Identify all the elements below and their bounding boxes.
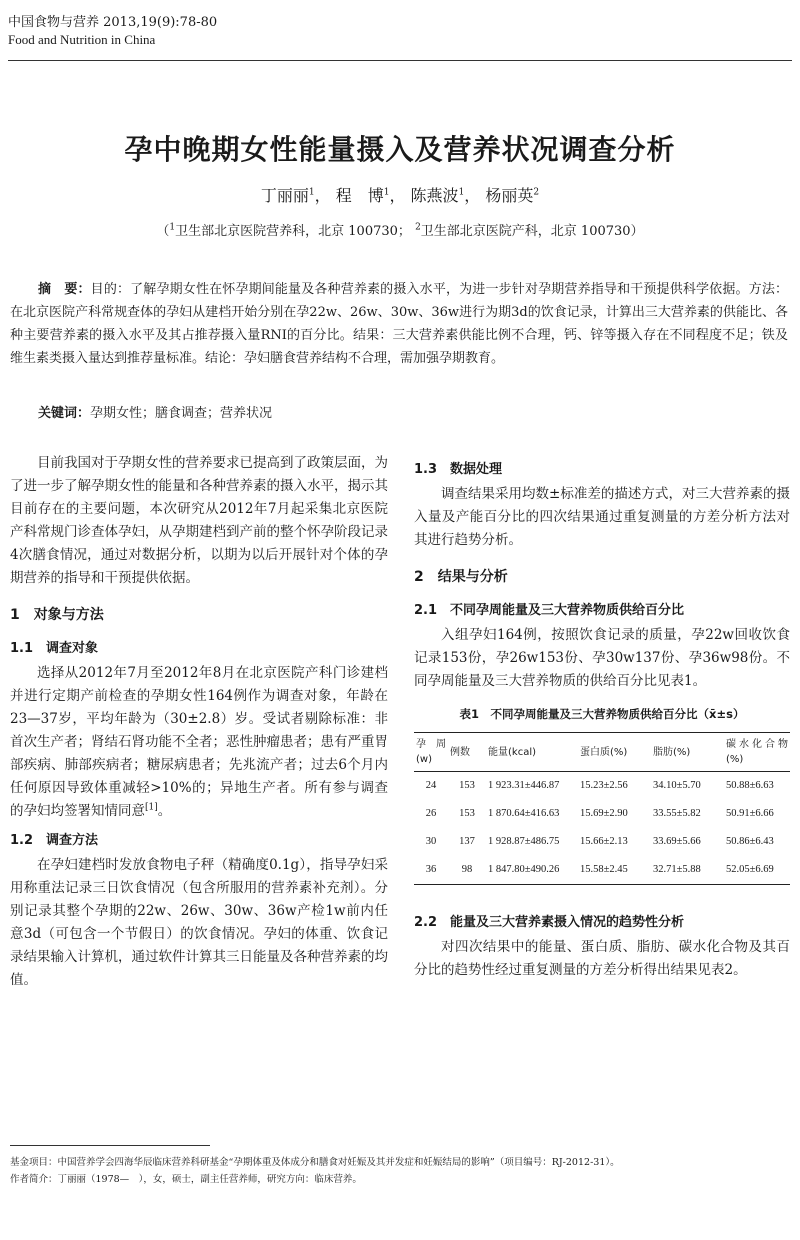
table-cell: 1 870.64±416.63 [488, 808, 560, 819]
funding-note: 基金项目：中国营养学会四海华辰临床营养科研基金“孕期体重及体成分和膳食对妊娠及其并发症和妊娠结局的影响”（项目编号：RJ-2012-31）。 [10, 1157, 620, 1168]
table-cell: 32.71±5.88 [653, 864, 701, 875]
abstract [10, 278, 788, 370]
table-cell: 1 923.31±446.87 [488, 780, 560, 791]
intro-paragraph: 目前我国对于孕期女性的营养要求已提高到了政策层面，为了进一步了解孕期女性的能量和各种营养素的摄入水平，揭示其目前存在的主要问题，本次研究从2012年7月起采集北京医院产科常规门诊查体孕妇，从孕期建档到产前的整个怀孕阶段记录4次膳食情况，通过对数据分析，以期为以后开展针对个体的孕期营养的指导和干预提供依据。 [10, 455, 388, 586]
table-cell: 153 [459, 780, 475, 791]
footnotes [10, 1154, 790, 1188]
author-affiliation-mark: 1 [308, 187, 315, 198]
abstract-text: 目的：了解孕期女性在怀孕期间能量及各种营养素的摄入水平，为进一步针对孕期营养指导和干预提供科学依据。方法：在北京医院产科常规查体的孕妇从建档开始分别在孕22w、26w、30w、36w进行为期3d的饮食记录，计算出三大营养素的供能比、各种主要营养素的摄入水平及其占推荐摄入量RNI的百分比。结果：三大营养素供能比例不合理，钙、锌等摄入存在不同程度不足；铁及维生素类摄入量达到推荐量标准。结论：孕妇膳食营养结构不合理，需加强孕期教育。 [10, 282, 788, 366]
author-affiliation-mark: 2 [533, 187, 540, 198]
paragraph-text: 选择从2012年7月至2012年8月在北京医院产科门诊建档并进行定期产前检查的孕期女性164例作为调查对象，年龄在23—37岁，平均年龄为（30±2.8）岁。受试者剔除标准：非首次生产者；肾结石肾功能不全者；恶性肿瘤患者；患有严重胃部疾病、肺部疾病者；糖尿病患者；先兆流产者；过去6个月内任何原因导致体重减轻>10%的；异地生产者。所有参与调查的孕妇均签署知情同意 [10, 665, 388, 819]
table-header: 蛋白质(%) [580, 746, 628, 758]
paper-title: 孕中晚期女性能量摄入及营养状况调查分析 [124, 133, 676, 166]
table-cell: 15.23±2.56 [580, 780, 628, 791]
affiliations: （$^1$卫生部北京医院营养科，北京 100730； $^2$卫生部北京医院产科，北京 100730） [156, 222, 644, 239]
table-row [414, 828, 790, 856]
table-cell: 34.10±5.70 [653, 780, 701, 791]
table-cell: 52.05±6.69 [726, 864, 774, 875]
header-rule [8, 60, 792, 61]
body-paragraph: 对四次结果中的能量、蛋白质、脂肪、碳水化合物及其百分比的趋势性经过重复测量的方差分析得出结果见表2。 [414, 939, 790, 978]
journal-name-cn: 中国食物与营养 2013,19(9):78-80 [8, 15, 218, 30]
section-heading: 2 结果与分析 [414, 569, 508, 585]
table-header: 能量(kcal) [488, 746, 536, 758]
table-header: 例数 [450, 746, 470, 758]
author-name: 杨丽英 [485, 186, 534, 205]
table-cell: 15.69±2.90 [580, 808, 628, 819]
subsection-heading: 1.2 调查方法 [10, 833, 99, 848]
table-header: 碳水化合物(%) [726, 739, 788, 765]
table-cell: 33.55±5.82 [653, 808, 701, 819]
footnote-rule [10, 1145, 210, 1146]
table-row [414, 856, 790, 885]
table-cell: 1 847.80±490.26 [488, 864, 560, 875]
affiliation-2: 卫生部北京医院产科，北京 100730 [420, 224, 631, 239]
subsection-heading: 2.2 能量及三大营养素摄入情况的趋势性分析 [414, 915, 685, 930]
journal-name-en: Food and Nutrition in China [8, 32, 156, 47]
keywords-label: 关键词： [38, 406, 91, 421]
paragraph-end: 。 [157, 803, 172, 819]
table-cell: 33.69±5.66 [653, 836, 701, 847]
author-name: 陈燕波 [410, 186, 459, 205]
left-column [10, 452, 388, 992]
body-paragraph: 入组孕妇164例，按照饮食记录的质量，孕22w回收饮食记录153份，孕26w153份、孕30w137份、孕36w98份。不同孕周能量及三大营养物质的供给百分比见表1。 [414, 627, 790, 689]
author-note: 作者简介：丁丽丽（1978— ），女，硕士，副主任营养师，研究方向：临床营养。 [10, 1174, 362, 1185]
section-heading: 1 对象与方法 [10, 607, 104, 623]
body-paragraph [10, 662, 388, 823]
subsection-heading: 2.1 不同孕周能量及三大营养物质供给百分比 [414, 603, 685, 618]
table-cell: 50.86±6.43 [726, 836, 774, 847]
table-cell: 26 [425, 808, 437, 819]
table-cell: 1 928.87±486.75 [488, 836, 560, 847]
author-name: 丁丽丽 [260, 186, 309, 205]
keywords [38, 402, 272, 421]
abstract-label: 摘 要： [38, 282, 91, 297]
body-paragraph: 调查结果采用均数±标准差的描述方式，对三大营养素的摄入量及产能百分比的四次结果通过重复测量的方差分析方法对其进行趋势分析。 [414, 486, 790, 548]
body-paragraph: 在孕妇建档时发放食物电子秤（精确度0.1g），指导孕妇采用称重法记录三日饮食情况（包含所服用的营养素补充剂）。分别记录其整个孕期的22w、26w、30w、36w产检1w前内任意3d（可包含一个节假日）的饮食情况。孕妇的体重、饮食记录结果输入计算机，通过软件计算其三日能量及各种营养素的均值。 [10, 857, 388, 988]
table-cell: 36 [425, 864, 437, 875]
affiliation-mark: 1 [169, 222, 176, 233]
table-row [414, 772, 790, 801]
table-header-row [414, 733, 790, 772]
table-header: 脂肪(%) [653, 746, 691, 758]
affiliation-mark: 2 [415, 222, 421, 233]
affiliation-1: 卫生部北京医院营养科，北京 100730； [175, 224, 411, 239]
table-cell: 98 [461, 864, 473, 875]
table-cell: 137 [459, 836, 475, 847]
table-cell: 24 [425, 780, 437, 791]
citation-ref: [1] [145, 802, 158, 813]
author-affiliation-mark: 1 [383, 187, 390, 198]
table-cell: 15.66±2.13 [580, 836, 628, 847]
right-column [414, 452, 790, 982]
table-cell: 15.58±2.45 [580, 864, 628, 875]
subsection-heading: 1.3 数据处理 [414, 462, 503, 477]
author-affiliation-mark: 1 [458, 187, 465, 198]
table-cell: 30 [425, 836, 437, 847]
subsection-heading: 1.1 调查对象 [10, 641, 99, 656]
table-caption: 表1 不同孕周能量及三大营养物质供给百分比（x̄±s） [459, 707, 745, 721]
keywords-text: 孕期女性；膳食调查；营养状况 [90, 406, 273, 421]
data-table [414, 732, 790, 885]
table-row [414, 800, 790, 828]
table-header: 孕周(w) [416, 739, 446, 765]
table-cell: 153 [459, 808, 475, 819]
table-cell: 50.91±6.66 [726, 808, 774, 819]
table-cell: 50.88±6.63 [726, 780, 774, 791]
author-name: 程 博 [335, 186, 384, 205]
author-list: 丁丽丽$^1$， 程 博$^1$， 陈燕波$^1$， 杨丽英$^2$ [260, 186, 540, 205]
journal-header [8, 14, 217, 48]
